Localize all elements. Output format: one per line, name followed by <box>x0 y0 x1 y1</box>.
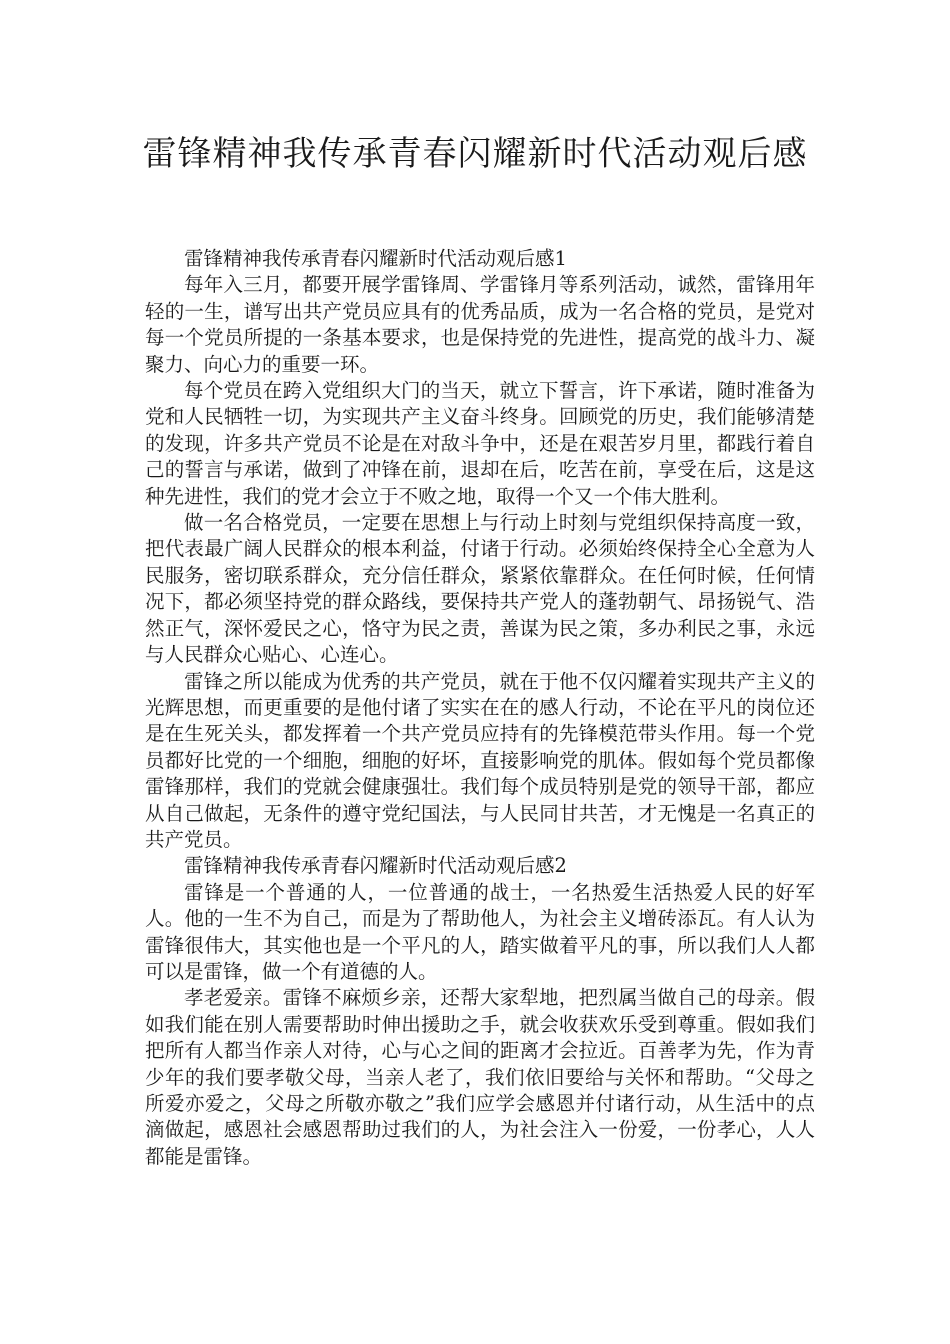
section-heading-2: 雷锋精神我传承青春闪耀新时代活动观后感2 <box>184 854 567 878</box>
paragraph: 孝老爱亲。雷锋不麻烦乡亲，还帮大家犁地，把烈属当做自己的母亲。假如我们能在别人需要帮助时伸出援助之手，就会收获欢乐受到尊重。假如我们把所有人都当作亲人对待，心与心之间的距离才会拉近。百善孝为先，作为青少年的我们要孝敬父母，当亲人老了，我们依旧要给与关怀和帮助。“父母之所爱亦爱之，父母之所敬亦敬之”我们应学会感恩并付诸行动，从生活中的点滴做起，感恩社会感恩帮助过我们的人，为社会注入一份爱，一份孝心，人人都能是雷锋。 <box>145 986 815 1168</box>
paragraph: 雷锋是一个普通的人，一位普通的战士，一名热爱生活热爱人民的好军人。他的一生不为自己，而是为了帮助他人，为社会主义增砖添瓦。有人认为雷锋很伟大，其实他也是一个平凡的人，踏实做着平凡的事，所以我们人人都可以是雷锋，做一个有道德的人。 <box>145 880 815 983</box>
paragraph: 雷锋之所以能成为优秀的共产党员，就在于他不仅闪耀着实现共产主义的光辉思想，而更重要的是他付诸了实实在在的感人行动，不论在平凡的岗位还是在生死关头，都发挥着一个共产党员应持有的先锋模范带头作用。每一个党员都好比党的一个细胞，细胞的好坏，直接影响党的肌体。假如每个党员都像雷锋那样，我们的党就会健康强壮。我们每个成员特别是党的领导干部，都应从自己做起，无条件的遵守党纪国法，与人民同甘共苦，才无愧是一名真正的共产党员。 <box>145 669 815 851</box>
paragraph: 每个党员在跨入党组织大门的当天，就立下誓言，许下承诺，随时准备为党和人民牺牲一切，为实现共产主义奋斗终身。回顾党的历史，我们能够清楚的发现，许多共产党员不论是在对敌斗争中，还是在艰苦岁月里，都践行着自己的誓言与承诺，做到了冲锋在前，退却在后，吃苦在前，享受在后，这是这种先进性，我们的党才会立于不败之地，取得一个又一个伟大胜利。 <box>145 379 815 508</box>
document-title: 雷锋精神我传承青春闪耀新时代活动观后感 <box>142 134 808 174</box>
document-body <box>145 246 815 1170</box>
paragraph: 做一名合格党员，一定要在思想上与行动上时刻与党组织保持高度一致，把代表最广阔人民群众的根本利益，付诸于行动。必须始终保持全心全意为人民服务，密切联系群众，充分信任群众，紧紧依靠群众。在任何时候，任何情况下，都必须坚持党的群众路线，要保持共产党人的蓬勃朝气、昂扬锐气、浩然正气，深怀爱民之心，恪守为民之责，善谋为民之策，多办利民之事，永远与人民群众心贴心、心连心。 <box>145 511 815 667</box>
paragraph: 每年入三月，都要开展学雷锋周、学雷锋月等系列活动，诚然，雷锋用年轻的一生，谱写出共产党员应具有的优秀品质，成为一名合格的党员，是党对每一个党员所提的一条基本要求，也是保持党的先进性，提高党的战斗力、凝聚力、向心力的重要一环。 <box>145 273 815 376</box>
section-heading-1: 雷锋精神我传承青春闪耀新时代活动观后感1 <box>184 247 567 270</box>
